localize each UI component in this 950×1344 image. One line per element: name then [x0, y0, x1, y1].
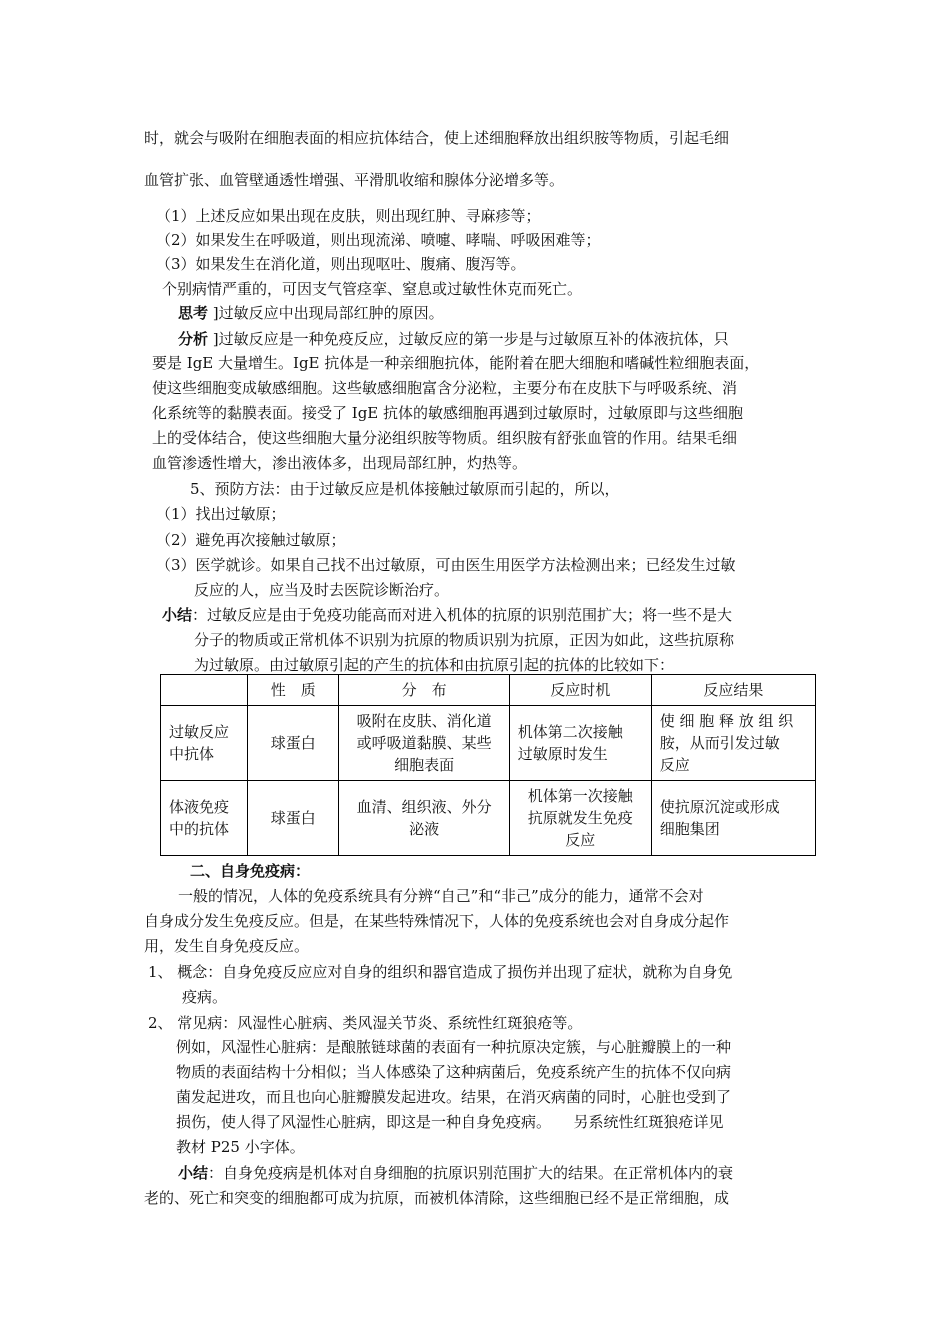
timing-cell	[509, 706, 651, 781]
header-cell: 反应结果	[651, 675, 815, 706]
analysis-line: 化系统等的黏膜表面。接受了 IgE 抗体的敏感细胞再遇到过敏原时，过敏原即与这些细胞	[152, 404, 744, 422]
symptom-item: （1）上述反应如果出现在皮肤，则出现红肿、寻麻疹等；	[156, 207, 541, 225]
cell-line: 抗原就发生免疫	[527, 809, 633, 827]
antibody-comparison-table	[160, 674, 816, 856]
paragraph-line: 时，就会与吸附在细胞表面的相应抗体结合，使上述细胞释放出组织胺等物质，引起毛细	[144, 129, 730, 147]
header-cell: 反应时机	[509, 675, 651, 706]
cell-line: 过敏原时发生	[517, 745, 608, 763]
result-cell	[651, 781, 815, 856]
cell-line: 体液免疫	[169, 798, 230, 816]
prevention-item: （1）找出过敏原；	[156, 505, 286, 523]
cell-line: 泌液	[409, 820, 440, 838]
cell-line: 中抗体	[169, 745, 215, 763]
cell-line: 细胞表面	[394, 756, 455, 774]
analysis-line: 使这些细胞变成敏感细胞。这些敏感细胞富含分泌粒，主要分布在皮肤下与呼吸系统、消	[152, 379, 738, 397]
summary-line: 分子的物质或正常机体不识别为抗原的物质识别为抗原，正因为如此，这些抗原称	[194, 631, 735, 649]
summary-label: 小结	[178, 1164, 209, 1182]
paragraph-line: 血管扩张、血管壁通透性增强、平滑肌收缩和腺体分泌增多等。	[144, 171, 565, 189]
prevention-item: （3）医学就诊。如果自己找不出过敏原，可由医生用医学方法检测出来；已经发生过敏	[156, 556, 736, 574]
think-label: 思考	[178, 304, 209, 322]
cell-line: 机体第一次接触	[527, 787, 633, 805]
analysis-line: 血管渗透性增大，渗出液体多，出现局部红肿，灼热等。	[152, 454, 528, 472]
row-name-cell	[161, 781, 248, 856]
cell-line: 吸附在皮肤、消化道	[356, 712, 492, 730]
example-line: 教材 P25 小字体。	[176, 1138, 305, 1156]
paragraph-line: 自身成分发生免疫反应。但是，在某些特殊情况下，人体的免疫系统也会对自身成分起作	[144, 912, 730, 930]
analysis-text: ]过敏反应是一种免疫反应，过敏反应的第一步是与过敏原互补的体液抗体，只	[212, 330, 729, 348]
header-cell: 性 质	[248, 675, 339, 706]
example-line: 损伤，使人得了风湿性心脏病，即这是一种自身免疫病。 另系统性红斑狼疮详见	[176, 1113, 724, 1131]
cell-line: 反应	[565, 831, 596, 849]
header-cell	[161, 675, 248, 706]
analysis-line	[178, 329, 729, 349]
summary-line	[178, 1163, 733, 1183]
section-title	[190, 861, 310, 881]
example-line: 菌发起进攻，而且也向心脏瓣膜发起进攻。结果，在消灭病菌的同时，心脏也受到了	[176, 1088, 732, 1106]
cell-line: 中的抗体	[169, 820, 230, 838]
cell-line: 血清、组织液、外分	[356, 798, 492, 816]
summary-line: 为过敏原。由过敏原引起的产生的抗体和由抗原引起的抗体的比较如下：	[194, 656, 675, 674]
cell-line: 反应	[659, 756, 690, 774]
cell-line: 机体第二次接触	[517, 723, 623, 741]
prevention-item: （2）避免再次接触过敏原；	[156, 531, 346, 549]
cell-line: 细胞集团	[659, 820, 720, 838]
symptom-item: （3）如果发生在消化道，则出现呕吐、腹痛、腹泻等。	[156, 255, 526, 273]
nature-cell: 球蛋白	[248, 781, 339, 856]
think-line	[178, 303, 444, 323]
summary-line: 老的、死亡和突变的细胞都可成为抗原，而被机体清除，这些细胞已经不是正常细胞，成	[144, 1189, 730, 1207]
analysis-label: 分析	[178, 330, 209, 348]
summary-label: 小结	[162, 606, 193, 624]
summary-text: ：过敏反应是由于免疫功能高而对进入机体的抗原的识别范围扩大；将一些不是大	[192, 606, 733, 624]
cell-line: 使 细 胞 释 放 组 织	[659, 712, 794, 730]
nature-cell: 球蛋白	[248, 706, 339, 781]
result-cell	[651, 706, 815, 781]
list-item: 疫病。	[182, 988, 228, 1006]
summary-line	[162, 605, 732, 625]
table-row	[161, 781, 816, 856]
symptom-item: （2）如果发生在呼吸道，则出现流涕、喷嚏、哮喘、呼吸困难等；	[156, 231, 601, 249]
paragraph-line: 一般的情况，人体的免疫系统具有分辨“自己”和“非己”成分的能力，通常不会对	[178, 887, 704, 905]
analysis-line: 要是 IgE 大量增生。IgE 抗体是一种亲细胞抗体，能附着在肥大细胞和嗜碱性粒细胞表面，	[152, 354, 760, 372]
list-item: 1、 概念：自身免疫反应应对自身的组织和器官造成了损伤并出现了症状，就称为自身免	[148, 963, 733, 981]
analysis-line: 上的受体结合，使这些细胞大量分泌组织胺等物质。组织胺有舒张血管的作用。结果毛细	[152, 429, 738, 447]
distribution-cell	[339, 781, 509, 856]
summary-text: ：自身免疫病是机体对自身细胞的抗原识别范围扩大的结果。在正常机体内的衰	[208, 1164, 734, 1182]
table-header-row	[161, 675, 816, 706]
symptom-note: 个别病情严重的，可因支气管痉挛、窒息或过敏性休克而死亡。	[162, 280, 583, 298]
prevention-intro: 5、预防方法：由于过敏反应是机体接触过敏原而引起的，所以，	[190, 480, 620, 498]
prevention-item: 反应的人，应当及时去医院诊断治疗。	[194, 581, 450, 599]
table-row	[161, 706, 816, 781]
cell-line: 或呼吸道黏膜、某些	[356, 734, 492, 752]
example-line: 例如，风湿性心脏病：是酿脓链球菌的表面有一种抗原决定簇，与心脏瓣膜上的一种	[176, 1038, 732, 1056]
list-item: 2、 常见病：风湿性心脏病、类风湿关节炎、系统性红斑狼疮等。	[148, 1014, 583, 1032]
paragraph-line: 用，发生自身免疫反应。	[144, 937, 310, 955]
header-cell: 分 布	[339, 675, 509, 706]
think-text: ]过敏反应中出现局部红肿的原因。	[212, 304, 444, 322]
row-name-cell	[161, 706, 248, 781]
section-title-text: 二、自身免疫病：	[190, 862, 311, 880]
cell-line: 过敏反应	[169, 723, 230, 741]
example-line: 物质的表面结构十分相似；当人体感染了这种病菌后，免疫系统产生的抗体不仅向病	[176, 1063, 732, 1081]
distribution-cell	[339, 706, 509, 781]
cell-line: 胺，从而引发过敏	[659, 734, 780, 752]
cell-line: 使抗原沉淀或形成	[659, 798, 780, 816]
timing-cell	[509, 781, 651, 856]
